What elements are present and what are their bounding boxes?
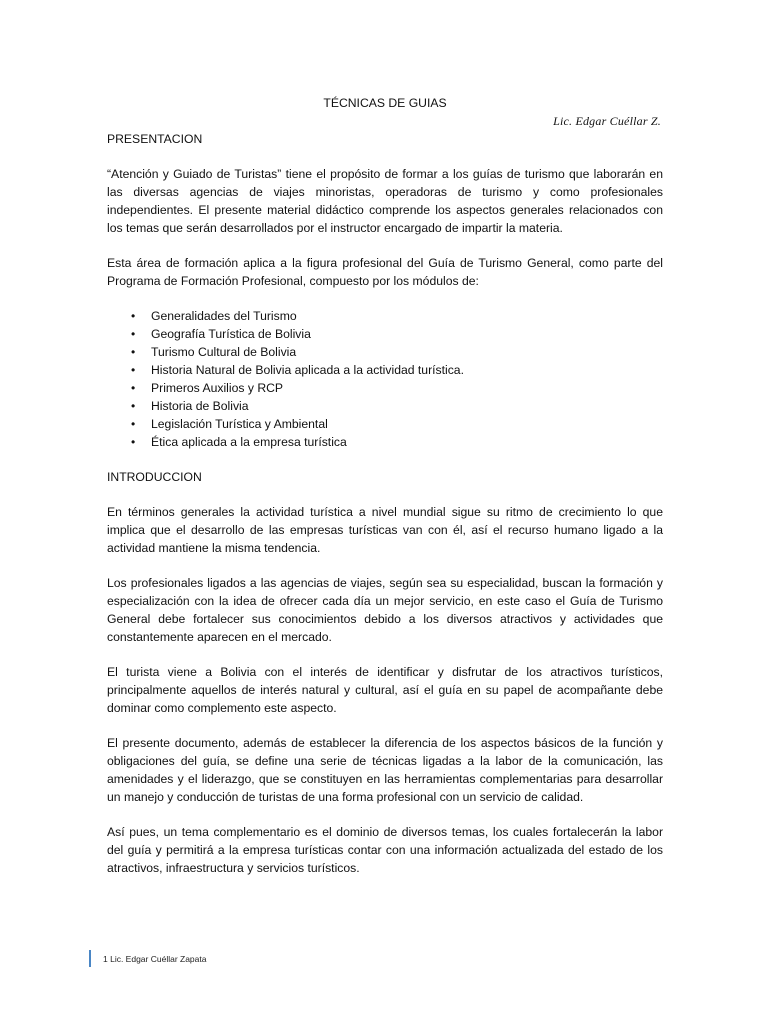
footer-text: 1 Lic. Edgar Cuéllar Zapata bbox=[103, 953, 207, 964]
footer-accent-bar bbox=[89, 950, 91, 967]
module-label: Historia Natural de Bolivia aplicada a la actividad turística. bbox=[151, 363, 464, 377]
introduccion-paragraph-5: Así pues, un tema complementario es el dominio de diversos temas, los cuales fortalecerán la labor del guía y permitirá a la empresa turísticas contar con una información actualizada del estado de los atractivos, infraestructura y servicios turísticos. bbox=[107, 825, 663, 875]
document-title: TÉCNICAS DE GUIAS bbox=[323, 96, 447, 110]
list-item bbox=[107, 325, 663, 343]
section-heading-introduccion: INTRODUCCION bbox=[107, 470, 202, 484]
bullet-icon: • bbox=[131, 309, 136, 323]
introduccion-paragraph-4: El presente documento, además de establecer la diferencia de los aspectos básicos de la función y obligaciones del guía, se define una serie de técnicas ligadas a la labor de la comunicación, las amenidades y el liderazgo, que se constituyen en las herramientas complementarias para desarrollar un manejo y conducción de turistas de una forma profesional con un servicio de calidad. bbox=[107, 736, 663, 804]
bullet-icon: • bbox=[131, 327, 136, 341]
list-item bbox=[107, 433, 663, 451]
introduccion-paragraph-2: Los profesionales ligados a las agencias de viajes, según sea su especialidad, buscan la formación y especialización con la idea de ofrecer cada día un mejor servicio, en este caso el Guía de Turismo General debe fortalecer sus conocimientos debido a los diversos atractivos y actividades que constantemente aparecen en el mercado. bbox=[107, 576, 663, 644]
introduccion-paragraph-1: En términos generales la actividad turística a nivel mundial sigue su ritmo de crecimiento lo que implica que el desarrollo de las empresas turísticas van con él, así el recurso humano ligado a la actividad mantiene la misma tendencia. bbox=[107, 505, 663, 555]
list-item bbox=[107, 343, 663, 361]
module-label: Ética aplicada a la empresa turística bbox=[151, 435, 347, 449]
document-page bbox=[107, 94, 663, 877]
list-item bbox=[107, 415, 663, 433]
module-label: Geografía Turística de Bolivia bbox=[151, 327, 311, 341]
section-heading-presentacion: PRESENTACION bbox=[107, 132, 203, 146]
page-footer bbox=[89, 950, 206, 967]
list-item bbox=[107, 397, 663, 415]
module-label: Primeros Auxilios y RCP bbox=[151, 381, 284, 395]
bullet-icon: • bbox=[131, 381, 136, 395]
bullet-icon: • bbox=[131, 399, 136, 413]
list-item bbox=[107, 307, 663, 325]
module-label: Legislación Turística y Ambiental bbox=[151, 417, 328, 431]
list-item bbox=[107, 379, 663, 397]
modules-list bbox=[107, 307, 663, 451]
module-label: Historia de Bolivia bbox=[151, 399, 249, 413]
bullet-icon: • bbox=[131, 363, 136, 377]
introduccion-paragraph-3: El turista viene a Bolivia con el interés de identificar y disfrutar de los atractivos turísticos, principalmente aquellos de interés natural y cultural, así el guía en su papel de acompañante debe dominar como complemento este aspecto. bbox=[107, 665, 663, 715]
presentacion-paragraph-1: “Atención y Guiado de Turistas” tiene el propósito de formar a los guías de turismo que laborarán en las diversas agencias de viajes minoristas, operadoras de turismo y como profesionales independientes. El presente material didáctico comprende los aspectos generales relacionados con los temas que serán desarrollados por el instructor encargado de impartir la materia. bbox=[107, 167, 663, 235]
bullet-icon: • bbox=[131, 417, 136, 431]
presentacion-paragraph-2: Esta área de formación aplica a la figura profesional del Guía de Turismo General, como parte del Programa de Formación Profesional, compuesto por los módulos de: bbox=[107, 256, 663, 288]
document-author: Lic. Edgar Cuéllar Z. bbox=[553, 114, 661, 128]
bullet-icon: • bbox=[131, 435, 136, 449]
module-label: Turismo Cultural de Bolivia bbox=[151, 345, 297, 359]
module-label: Generalidades del Turismo bbox=[151, 309, 297, 323]
list-item bbox=[107, 361, 663, 379]
bullet-icon: • bbox=[131, 345, 136, 359]
